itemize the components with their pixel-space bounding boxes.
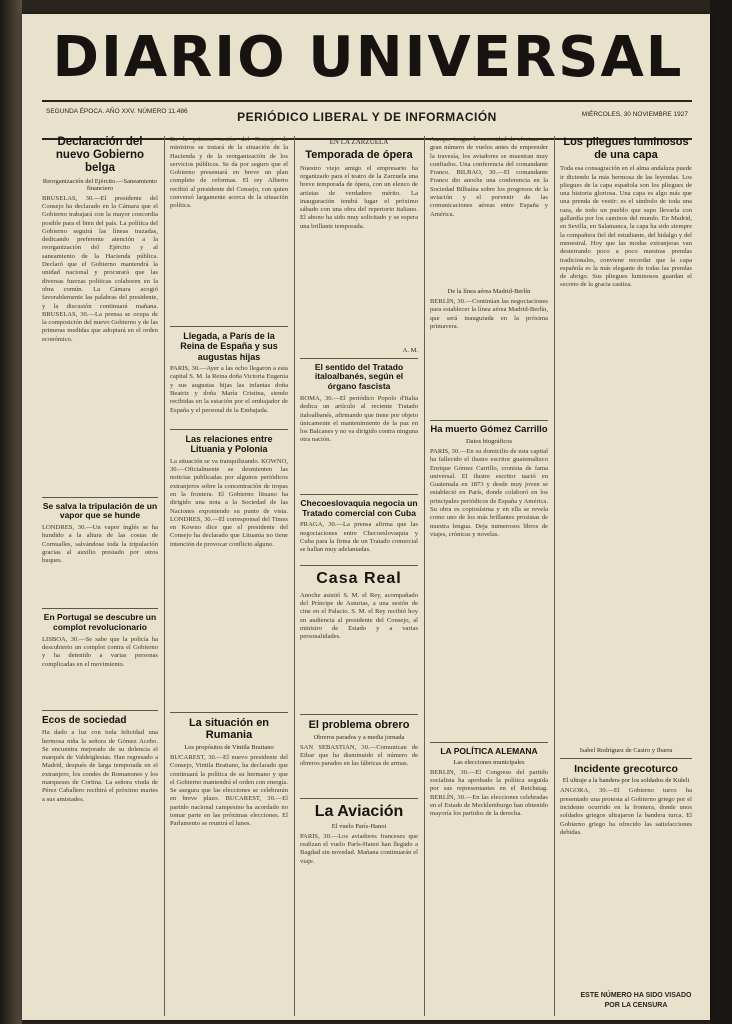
divider: [170, 429, 288, 430]
article-body: BERLÍN, 30.—Continúan las negociaciones para establecer la línea aérea Madrid-Berlín, que será inaugurada en la próxima primavera.: [430, 298, 548, 330]
masthead-title: DIARIO UNIVERSAL: [52, 25, 684, 90]
article-body: PARÍS, 30.—Los aviadores franceses que realizan el vuelo París-Hanoi han llegado a Bagdad sin novedad. Mañana continuarán el viaje.: [300, 832, 418, 865]
article-headline: Ha muerto Gómez Carrillo: [430, 424, 548, 435]
article-headline: Las relaciones entre Lituania y Polonia: [185, 434, 273, 455]
article-headline: LA POLÍTICA ALEMANA: [440, 745, 538, 756]
column-4: [430, 136, 548, 949]
article-body: LISBOA, 30.—Se sabe que la policía ha descubierto un complot contra el Gobierno y ha detenido a varias personas complicadas en el movimiento.: [42, 635, 158, 668]
divider: [42, 608, 158, 609]
divider: [300, 798, 418, 799]
article-body: ANGORA, 30.—El Gobierno turco ha presentado una protesta al Gobierno griego por el incidente ocurrido en la frontera, donde unos soldados griegos ultrajaron la bandera turca. El Gobierno griego ha ofrecido las satisfacciones debidas.: [560, 787, 692, 836]
article-headline: Casa Real: [316, 570, 402, 588]
article-dek: El ultraje a la bandera por los soldados de Kuleli: [562, 777, 690, 785]
section-kicker: EN LA ZARZUELA: [329, 138, 389, 146]
divider: [430, 420, 548, 421]
divider: [300, 358, 418, 359]
article-headline: El problema obrero: [308, 718, 410, 731]
article-headline: El sentido del Tratado italoalbanés, según el órgano fascista: [314, 361, 404, 392]
article-body: Anoche asistió S. M. el Rey, acompañado del Príncipe de Asturias, a una sesión de cine en el Palacio. S. M. el Rey recibió hoy en audiencia al presidente del Consejo, al ministro de Estado y a varias personalidades.: [300, 591, 418, 641]
book-spine: [0, 0, 22, 1024]
article-dek: Los propósitos de Vintila Bratiano: [184, 744, 274, 751]
article-body: LONDRES, 30.—Un vapor inglés se ha hundido a la altura de las costas de Cornualles, salvándose toda la tripulación gracias al auxilio prestado por otros buques.: [42, 524, 158, 565]
article-headline: Checoeslovaquia negocia un Tratado comercial con Cuba: [300, 497, 418, 518]
article-dek: Las elecciones municipales: [453, 758, 525, 766]
divider: [560, 758, 692, 759]
article-headline: Declaración del nuevo Gobierno belga: [55, 136, 145, 175]
article-body: PRAGA, 30.—La prensa afirma que las negociaciones entre Checoeslovaquia y Cuba para la firma de un Tratado comercial se hallan muy adelantadas.: [300, 521, 418, 554]
article-body: Ha dado a luz con toda felicidad una hermosa niña la señora de Gómez Acebo. Se encuentra mejorado de su dolencia el marqués de Valdeiglesias. Han regresado a Madrid, después de larga temporada en el extranjero, los condes de Romanones y los marqueses de Cortina. La señora viuda de Pérez Caballero recibirá el próximo martes a sus amistades.: [42, 729, 158, 803]
column-1: [42, 136, 158, 969]
subheader-bar: [42, 100, 692, 140]
divider: [430, 742, 548, 743]
article-dek: El vuelo París-Hanoi: [331, 822, 387, 830]
article-headline: La Aviación: [314, 802, 404, 820]
article-headline: En Portugal se descubre un complot revolucionario: [43, 612, 157, 632]
article-headline: Llegada, a París de la Reina de España y sus augustas hijas: [180, 331, 278, 362]
column-rule: [554, 136, 555, 1016]
article-dek: Obreros parados y a media jornada: [313, 733, 405, 741]
article-body: Aunque tengan la necesidad de efectuar un gran número de vuelos antes de emprender la travesía, los aviadores se muestran muy confiados. Una conferencia del comandante Franco. BILBAO, 30.—El comandante Franco dio anoche una conferencia en la Sociedad Bilbaína sobre los progresos de la aviación y el porvenir de las comunicaciones aéreas entre España y América.: [430, 136, 548, 218]
divider: [42, 497, 158, 498]
article-body: La situación se va tranquilizando. KOWNO, 30.—Oficialmente se desmienten las noticias publicadas por algunos periódicos extranjeros sobre la concentración de tropas en la frontera. El Gobierno lituano ha dirigido una nota a la Sociedad de las Naciones exponiendo su punto de vista. LONDRES, 30.—El corresponsal del Times en Kowno dice que el presidente del Consejo ha declarado que Lituania no tiene intención de provocar conflicto alguno.: [170, 457, 288, 548]
column-rule: [294, 136, 295, 1016]
article-headline: La situación en Rumania: [188, 716, 270, 742]
dark-margin: [710, 0, 732, 1024]
article-body: PARÍS, 30.—Ayer a las ocho llegaron a esta capital S. M. la Reina doña Victoria Eugenia y sus augustas hijas las infantas doña Beatriz y doña María Cristina, siendo recibidas en la estación por el embajador de España y el personal de la Embajada.: [170, 365, 288, 414]
section-kicker: De la línea aérea Madrid-Berlín: [447, 288, 531, 295]
article-headline: Ecos de sociedad: [42, 714, 127, 726]
article-dek: Datos biográficos: [465, 437, 513, 445]
divider: [300, 565, 418, 566]
divider: [42, 710, 158, 711]
column-5: [560, 136, 692, 937]
article-signature: A. M.: [402, 346, 418, 354]
article-body: SAN SEBASTIÁN, 30.—Comunican de Eibar que ha disminuido el número de obreros parados en las fábricas de armas.: [300, 743, 418, 768]
article-headline: Incidente grecoturco: [574, 763, 678, 776]
article-body: En la primera sesión del Consejo de ministros se tratará de la situación de la Hacienda y de la reorganización de los servicios públicos. Se da por seguro que el Gobierno presentará en breve un plan completo de reformas. El rey Alberto recibió al presidente del Consejo, con quien conversó largamente acerca de la situación política.: [170, 136, 288, 210]
column-3: [300, 136, 418, 893]
article-body: BERLÍN, 30.—El Congreso del partido socialista ha aprobado la política seguida por sus representantes en el Reichstag. BERLÍN, 30.—En las elecciones celebradas en el Estado de Mecklemburgo han obtenido mayoría los partidos de la derecha.: [430, 768, 548, 818]
article-body: Toda esa consagración en el alma andaluza puede ir diciendo la más hermosa de las leyendas. Los pliegues de la capa española son los pliegues de una historia gloriosa. Una capa es algo más que una prenda de vestir: es el símbolo de toda una raza, de todo un pueblo que supo llevarla con gallardía por los caminos del mundo. En Madrid, en Sevilla, en Salamanca, la capa ha sido siempre la compañera fiel del estudiante, del hidalgo y del menestral. Hoy que las modas extranjeras van desterrando poco a poco nuestras prendas tradicionales, conviene recordar que la capa española es la más elegante de todas las prendas de abrigo. Sus pliegues luminosos guardan el secreto de la gracia castiza.: [560, 165, 692, 289]
issue-date: MIÉRCOLES, 30 NOVIEMBRE 1927: [581, 111, 688, 118]
article-signature: Isabel Rodríguez de Castro y Ibarra: [579, 747, 673, 755]
divider: [170, 326, 288, 327]
edition-info: SEGUNDA ÉPOCA. AÑO XXV. NÚMERO 11.486: [46, 108, 188, 115]
divider: [300, 714, 418, 715]
censorship-note: ESTE NÚMERO HA SIDO VISADO POR LA CENSURA: [580, 992, 692, 1009]
article-headline: Temporada de ópera: [305, 149, 413, 161]
article-body: PARÍS, 30.—En su domicilio de esta capital ha fallecido el ilustre escritor guatemalteco Enrique Gómez Carrillo, cronista de fama universal. El ilustre escritor nació en Guatemala en 1873 y desde muy joven se estableció en París, donde colaboró en los principales periódicos de España y América. Su obra es copiosísima y en ella se revela como uno de los más brillantes prosistas de nuestra lengua. Deja numerosos libros de viajes, crónicas y novelas.: [430, 447, 548, 538]
newspaper-page: [22, 14, 710, 1020]
article-body: ROMA, 30.—El periódico Popolo d'Italia dedica un artículo al reciente Tratado italoalbanés, afirmando que tiene por objeto únicamente el mantenimiento de la paz en los Balcanes y no va dirigido contra ninguna otra nación.: [300, 394, 418, 444]
article-dek: Reorganización del Ejército.—Saneamiento financiero: [42, 177, 158, 192]
divider: [300, 494, 418, 495]
article-headline: Los pliegues luminosos de una capa: [563, 136, 689, 161]
article-body: BRUSELAS, 30.—El presidente del Consejo ha declarado en la Cámara que el Gobierno trabajará con la mayor concordia posible para el bien del país. La política del Gobierno seguirá las líneas trazadas, dedicando preferente atención a la reorganización del Ejército y al saneamiento de la Hacienda pública. Declaró que el Gobierno mantendrá la unidad nacional y procurará que las diversas fuerzas políticas colaboren en la obra común. La Cámara acogió favorablemente las palabras del presidente, y la discusión continuará mañana. BRUSELAS, 30.—La prensa se ocupa de la composición del nuevo Gobierno y de las primeras medidas que adoptará en el orden económico.: [42, 194, 158, 343]
article-body: BUCAREST, 30.—El nuevo presidente del Consejo, Vintila Bratiano, ha declarado que continuará la política de su hermano y que el Gobierno mantendrá el orden con energía. Se asegura que las elecciones se celebrarán en breve plazo. BUCAREST, 30.—El partido nacional campesino ha acordado no tomar parte en las próximas elecciones. El Parlamento se reunirá el lunes.: [170, 754, 288, 828]
column-2: [170, 136, 288, 984]
article-body: Nuestro viejo amigo el empresario ha organizado para el teatro de la Zarzuela una breve temporada de ópera, con un elenco de artistas de verdadero mérito. La inauguración tendrá lugar el próximo sábado con una obra del repertorio italiano. El abono ha sido muy solicitado y se espera una brillante temporada.: [300, 164, 418, 230]
divider: [170, 712, 288, 713]
column-rule: [164, 136, 165, 1016]
column-rule: [424, 136, 425, 1016]
article-headline: Se salva la tripulación de un vapor que se hunde: [42, 500, 158, 521]
paper-subtitle: PERIÓDICO LIBERAL Y DE INFORMACIÓN: [237, 110, 497, 124]
